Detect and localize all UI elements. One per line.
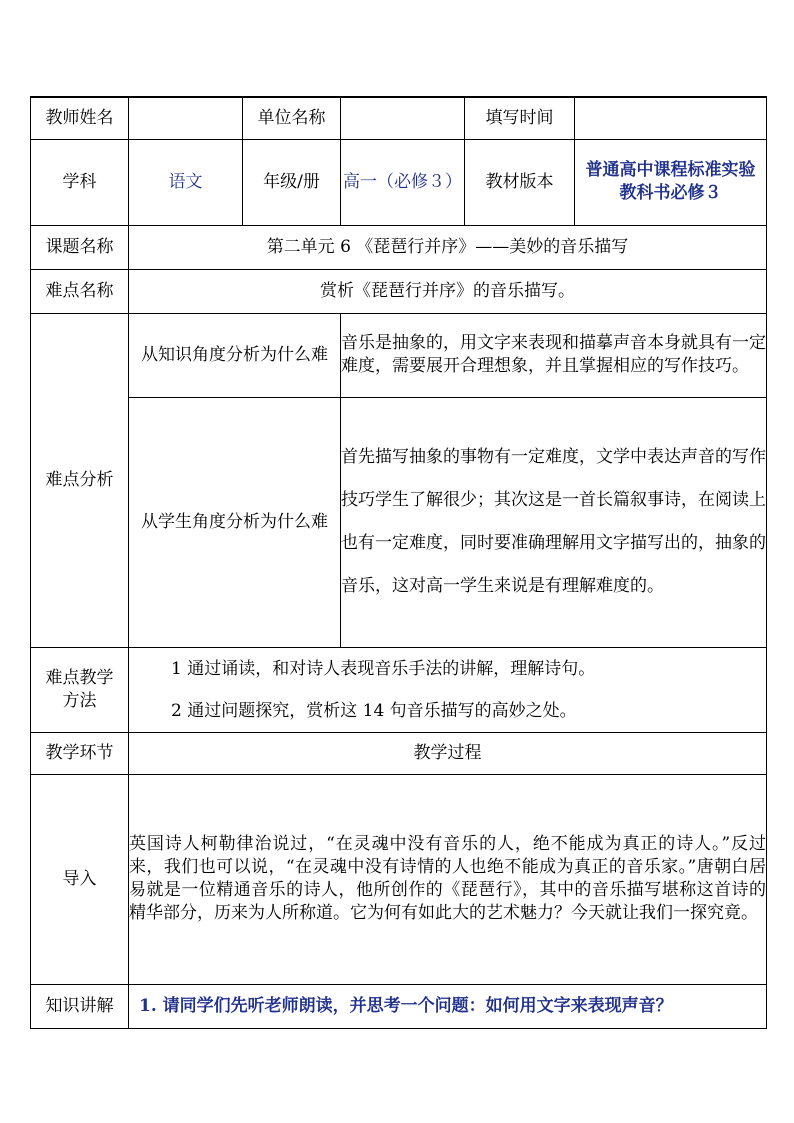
method-line-2: 2 通过问题探究，赏析这 14 句音乐描写的高妙之处。	[171, 700, 577, 721]
grade-value: 高一（必修３）	[341, 139, 465, 225]
grade-label: 年级/册	[243, 139, 341, 225]
knowledge-label: 知识讲解	[31, 984, 129, 1028]
knowledge-row	[31, 984, 767, 1028]
unit-name-value	[341, 97, 465, 139]
process-label: 教学过程	[129, 732, 767, 774]
method-row	[31, 647, 767, 732]
header-row	[31, 97, 767, 139]
student-angle-text: 首先描写抽象的事物有一定难度，文学中表达声音的写作技巧学生了解很少；其次这是一首长篇叙事诗，在阅读上也有一定难度，同时要准确理解用文字描写出的，抽象的音乐，这对高一学生来说是有理解难度的。	[341, 397, 767, 647]
process-step-label: 教学环节	[31, 732, 129, 774]
subject-row	[31, 139, 767, 225]
method-label: 难点教学方法	[31, 647, 129, 732]
subject-label: 学科	[31, 139, 129, 225]
difficulty-row	[31, 269, 767, 313]
edition-value: 普通高中课程标准实验教科书必修３	[575, 139, 767, 225]
knowledge-angle-label: 从知识角度分析为什么难	[129, 313, 341, 397]
intro-text: 英国诗人柯勒律治说过，“在灵魂中没有音乐的人，绝不能成为真正的诗人。”反过来，我们也可以说，“在灵魂中没有诗情的人也绝不能成为真正的音乐家。”唐朝白居易就是一位精通音乐的诗人，他所创作的《琵琶行》，其中的音乐描写堪称这首诗的精华部分，历来为人所称道。它为何有如此大的艺术魅力？今天就让我们一探究竟。	[129, 774, 767, 984]
lesson-plan-table	[30, 96, 767, 1029]
method-content	[129, 647, 767, 732]
difficulty-value: 赏析《琵琶行并序》的音乐描写。	[129, 269, 767, 313]
subject-value: 语文	[129, 139, 243, 225]
teacher-name-label: 教师姓名	[31, 97, 129, 139]
fill-date-label: 填写时间	[465, 97, 575, 139]
method-line-1: 1 通过诵读，和对诗人表现音乐手法的讲解，理解诗句。	[171, 658, 596, 679]
knowledge-angle-text: 音乐是抽象的，用文字来表现和描摹声音本身就具有一定难度，需要展开合理想象，并且掌握相应的写作技巧。	[341, 313, 767, 397]
analysis-label: 难点分析	[31, 313, 129, 647]
knowledge-text: 1. 请同学们先听老师朗读，并思考一个问题：如何用文字来表现声音？	[129, 984, 767, 1028]
process-header-row	[31, 732, 767, 774]
intro-label: 导入	[31, 774, 129, 984]
analysis-knowledge-row	[31, 313, 767, 397]
student-angle-label: 从学生角度分析为什么难	[129, 397, 341, 647]
fill-date-value	[575, 97, 767, 139]
intro-row	[31, 774, 767, 984]
unit-name-label: 单位名称	[243, 97, 341, 139]
topic-label: 课题名称	[31, 225, 129, 269]
analysis-student-row	[31, 397, 767, 647]
edition-label: 教材版本	[465, 139, 575, 225]
difficulty-label: 难点名称	[31, 269, 129, 313]
topic-value: 第二单元 6 《琵琶行并序》——美妙的音乐描写	[129, 225, 767, 269]
teacher-name-value	[129, 97, 243, 139]
topic-row	[31, 225, 767, 269]
